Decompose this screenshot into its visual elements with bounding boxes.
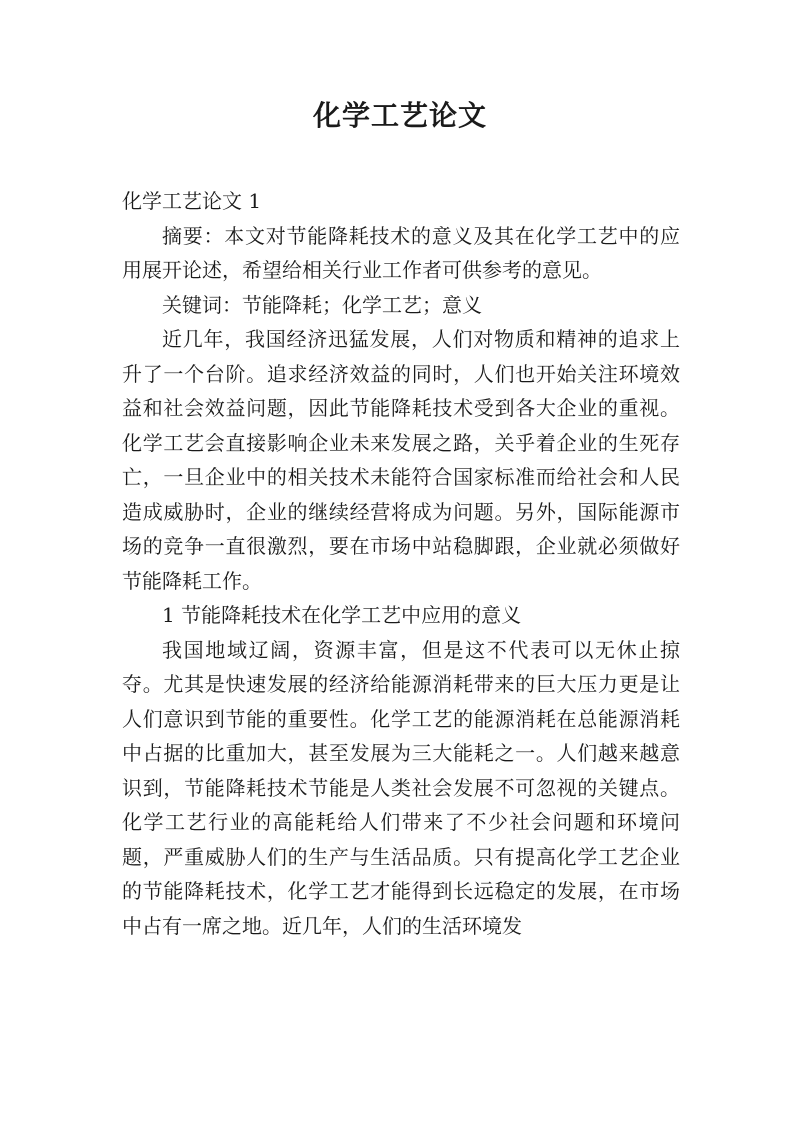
intro-paragraph: 近几年，我国经济迅猛发展，人们对物质和精神的追求上升了一个台阶。追求经济效益的同时，人们也开始关注环境效益和社会效益问题，因此节能降耗技术受到各大企业的重视。化学工艺会直接影响企业未来发展之路，关乎着企业的生死存亡，一旦企业中的相关技术未能符合国家标准而给社会和人民造成威胁时，企业的继续经营将成为问题。另外，国际能源市场的竞争一直很激烈，要在市场中站稳脚跟，企业就必须做好节能降耗工作。 (122, 327, 680, 593)
abstract-paragraph: 摘要：本文对节能降耗技术的意义及其在化学工艺中的应用展开论述，希望给相关行业工作者可供参考的意见。 (122, 223, 680, 282)
subsection-heading: 1 节能降耗技术在化学工艺中应用的意义 (162, 603, 522, 627)
keywords-paragraph: 关键词：节能降耗；化学工艺；意义 (162, 292, 482, 317)
document-body (122, 184, 680, 943)
section-heading: 化学工艺论文 1 (122, 189, 262, 213)
body-paragraph: 我国地域辽阔，资源丰富，但是这不代表可以无休止掠夺。尤其是快速发展的经济给能源消耗带来的巨大压力更是让人们意识到节能的重要性。化学工艺的能源消耗在总能源消耗中占据的比重加大，甚至发展为三大能耗之一。人们越来越意识到，节能降耗技术节能是人类社会发展不可忽视的关键点。化学工艺行业的高能耗给人们带来了不少社会问题和环境问题，严重威胁人们的生产与生活品质。只有提高化学工艺企业的节能降耗技术，化学工艺才能得到长远稳定的发展，在市场中占有一席之地。近几年，人们的生活环境发 (122, 637, 680, 938)
document-title: 化学工艺论文 (312, 99, 487, 132)
